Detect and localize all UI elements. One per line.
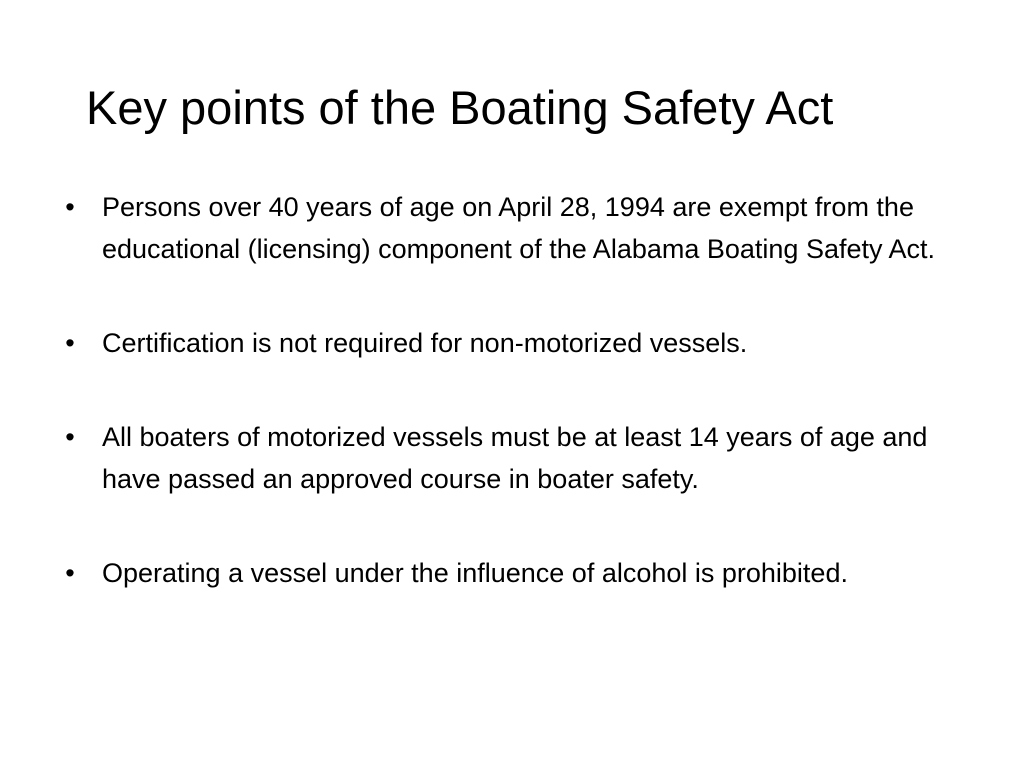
bullet-item-age-requirement	[60, 416, 940, 500]
bullet-text: All boaters of motorized vessels must be at least 14 years of age and have passed an approved course in boater safety.	[102, 422, 928, 494]
bullet-item-alcohol	[60, 552, 940, 594]
slide-title: Key points of the Boating Safety Act	[86, 81, 834, 134]
bullet-item-exemption	[60, 186, 940, 270]
bullet-marker: •	[65, 192, 75, 222]
bullet-list	[60, 186, 940, 646]
bullet-marker: •	[65, 558, 75, 588]
bullet-item-certification	[60, 322, 940, 364]
bullet-marker: •	[65, 422, 75, 452]
bullet-marker: •	[65, 328, 75, 358]
bullet-text: Operating a vessel under the influence of alcohol is prohibited.	[102, 558, 848, 588]
bullet-text: Persons over 40 years of age on April 28, 1994 are exempt from the educational (licensing) component of the Alabama Boating Safety Act.	[102, 192, 936, 264]
bullet-text: Certification is not required for non-motorized vessels.	[102, 328, 748, 358]
